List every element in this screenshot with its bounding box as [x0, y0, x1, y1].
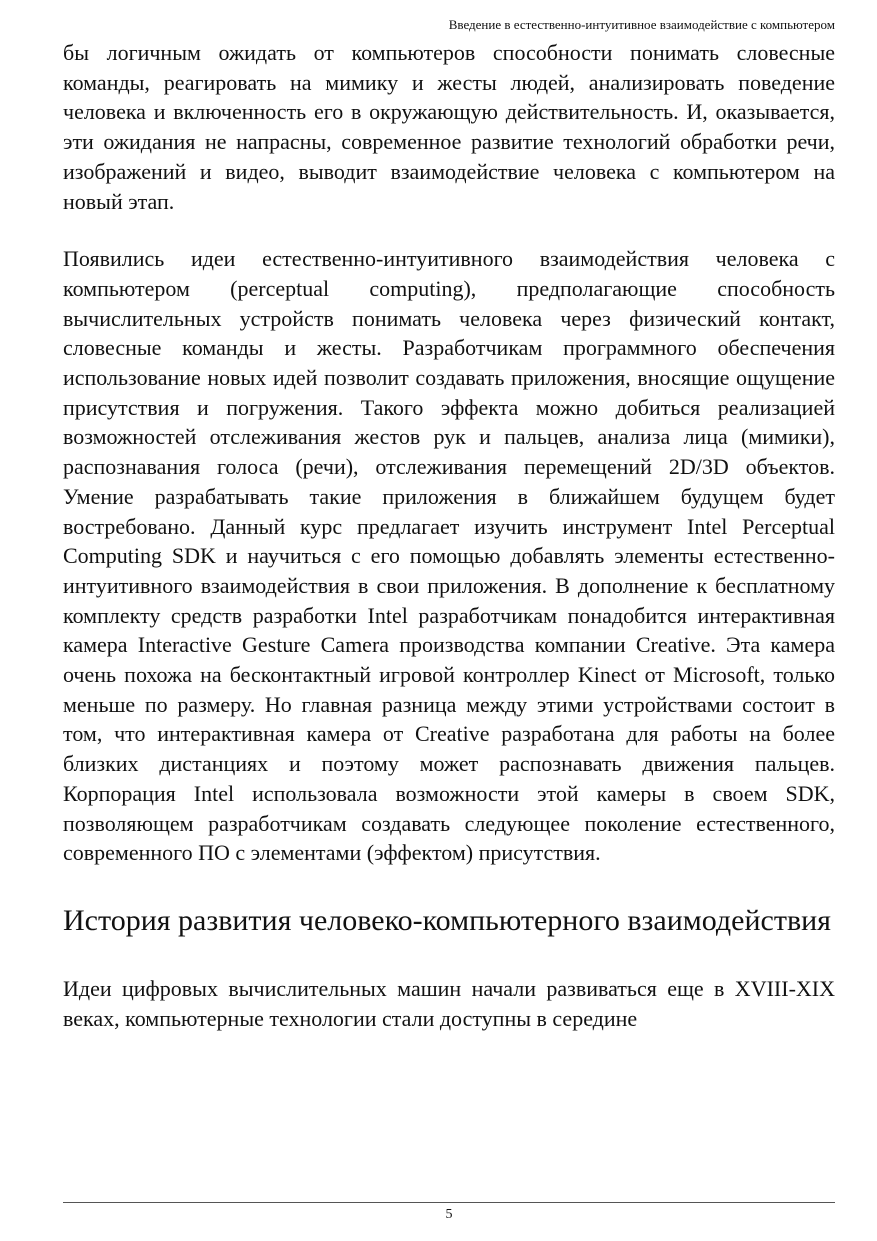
section-heading: История развития человеко-компьютерного взаимодействия	[63, 903, 831, 937]
running-header: Введение в естественно-интуитивное взаимодействие с компьютером	[448, 17, 835, 32]
page-content	[63, 38, 835, 1033]
body-paragraph: Появились идеи естественно-интуитивного взаимодействия человека с компьютером (perceptual computing), предполагающие способность вычислительных устройств понимать человека через физический контакт, словесные команды и жесты. Разработчикам программного обеспечения использование новых идей позволит создавать приложения, вносящие ощущение присутствия и погружения. Такого эффекта можно добиться реализацией возможностей отслеживания жестов рук и пальцев, анализа лица (мимики), распознавания голоса (речи), отслеживания перемещений 2D/3D объектов. Умение разрабатывать такие приложения в ближайшем будущем будет востребовано. Данный курс предлагает изучить инструмент Intel Perceptual Computing SDK и научиться с его помощью добавлять элементы естественно-интуитивного взаимодействия в свои приложения. В дополнение к бесплатному комплекту средств разработки Intel разработчикам понадобится интерактивная камера Interactive Gesture Camera производства компании Creative. Эта камера очень похожа на бесконтактный игровой контроллер Kinect от Microsoft, только меньше по размеру. Но главная разница между этими устройствами состоит в том, что интерактивная камера от Creative разработана для работы на более близких дистанциях и поэтому может распознавать движения пальцев. Корпорация Intel использовала возможности этой камеры в своем SDK, позволяющем разработчикам создавать следующее поколение естественного, современного ПО с элементами (эффектом) присутствия.	[63, 246, 835, 866]
footer-divider	[63, 1202, 835, 1203]
page-number: 5	[445, 1207, 453, 1222]
body-paragraph: бы логичным ожидать от компьютеров способности понимать словесные команды, реагировать на мимику и жесты людей, анализировать поведение человека и включенность его в окружающую действительность. И, оказывается, эти ожидания не напрасны, современное развитие технологий обработки речи, изображений и видео, выводит взаимодействие человека с компьютером на новый этап.	[63, 40, 835, 214]
body-paragraph: Идеи цифровых вычислительных машин начали развиваться еще в XVIII-XIX веках, компьютерные технологии стали доступны в середине	[63, 975, 835, 1031]
